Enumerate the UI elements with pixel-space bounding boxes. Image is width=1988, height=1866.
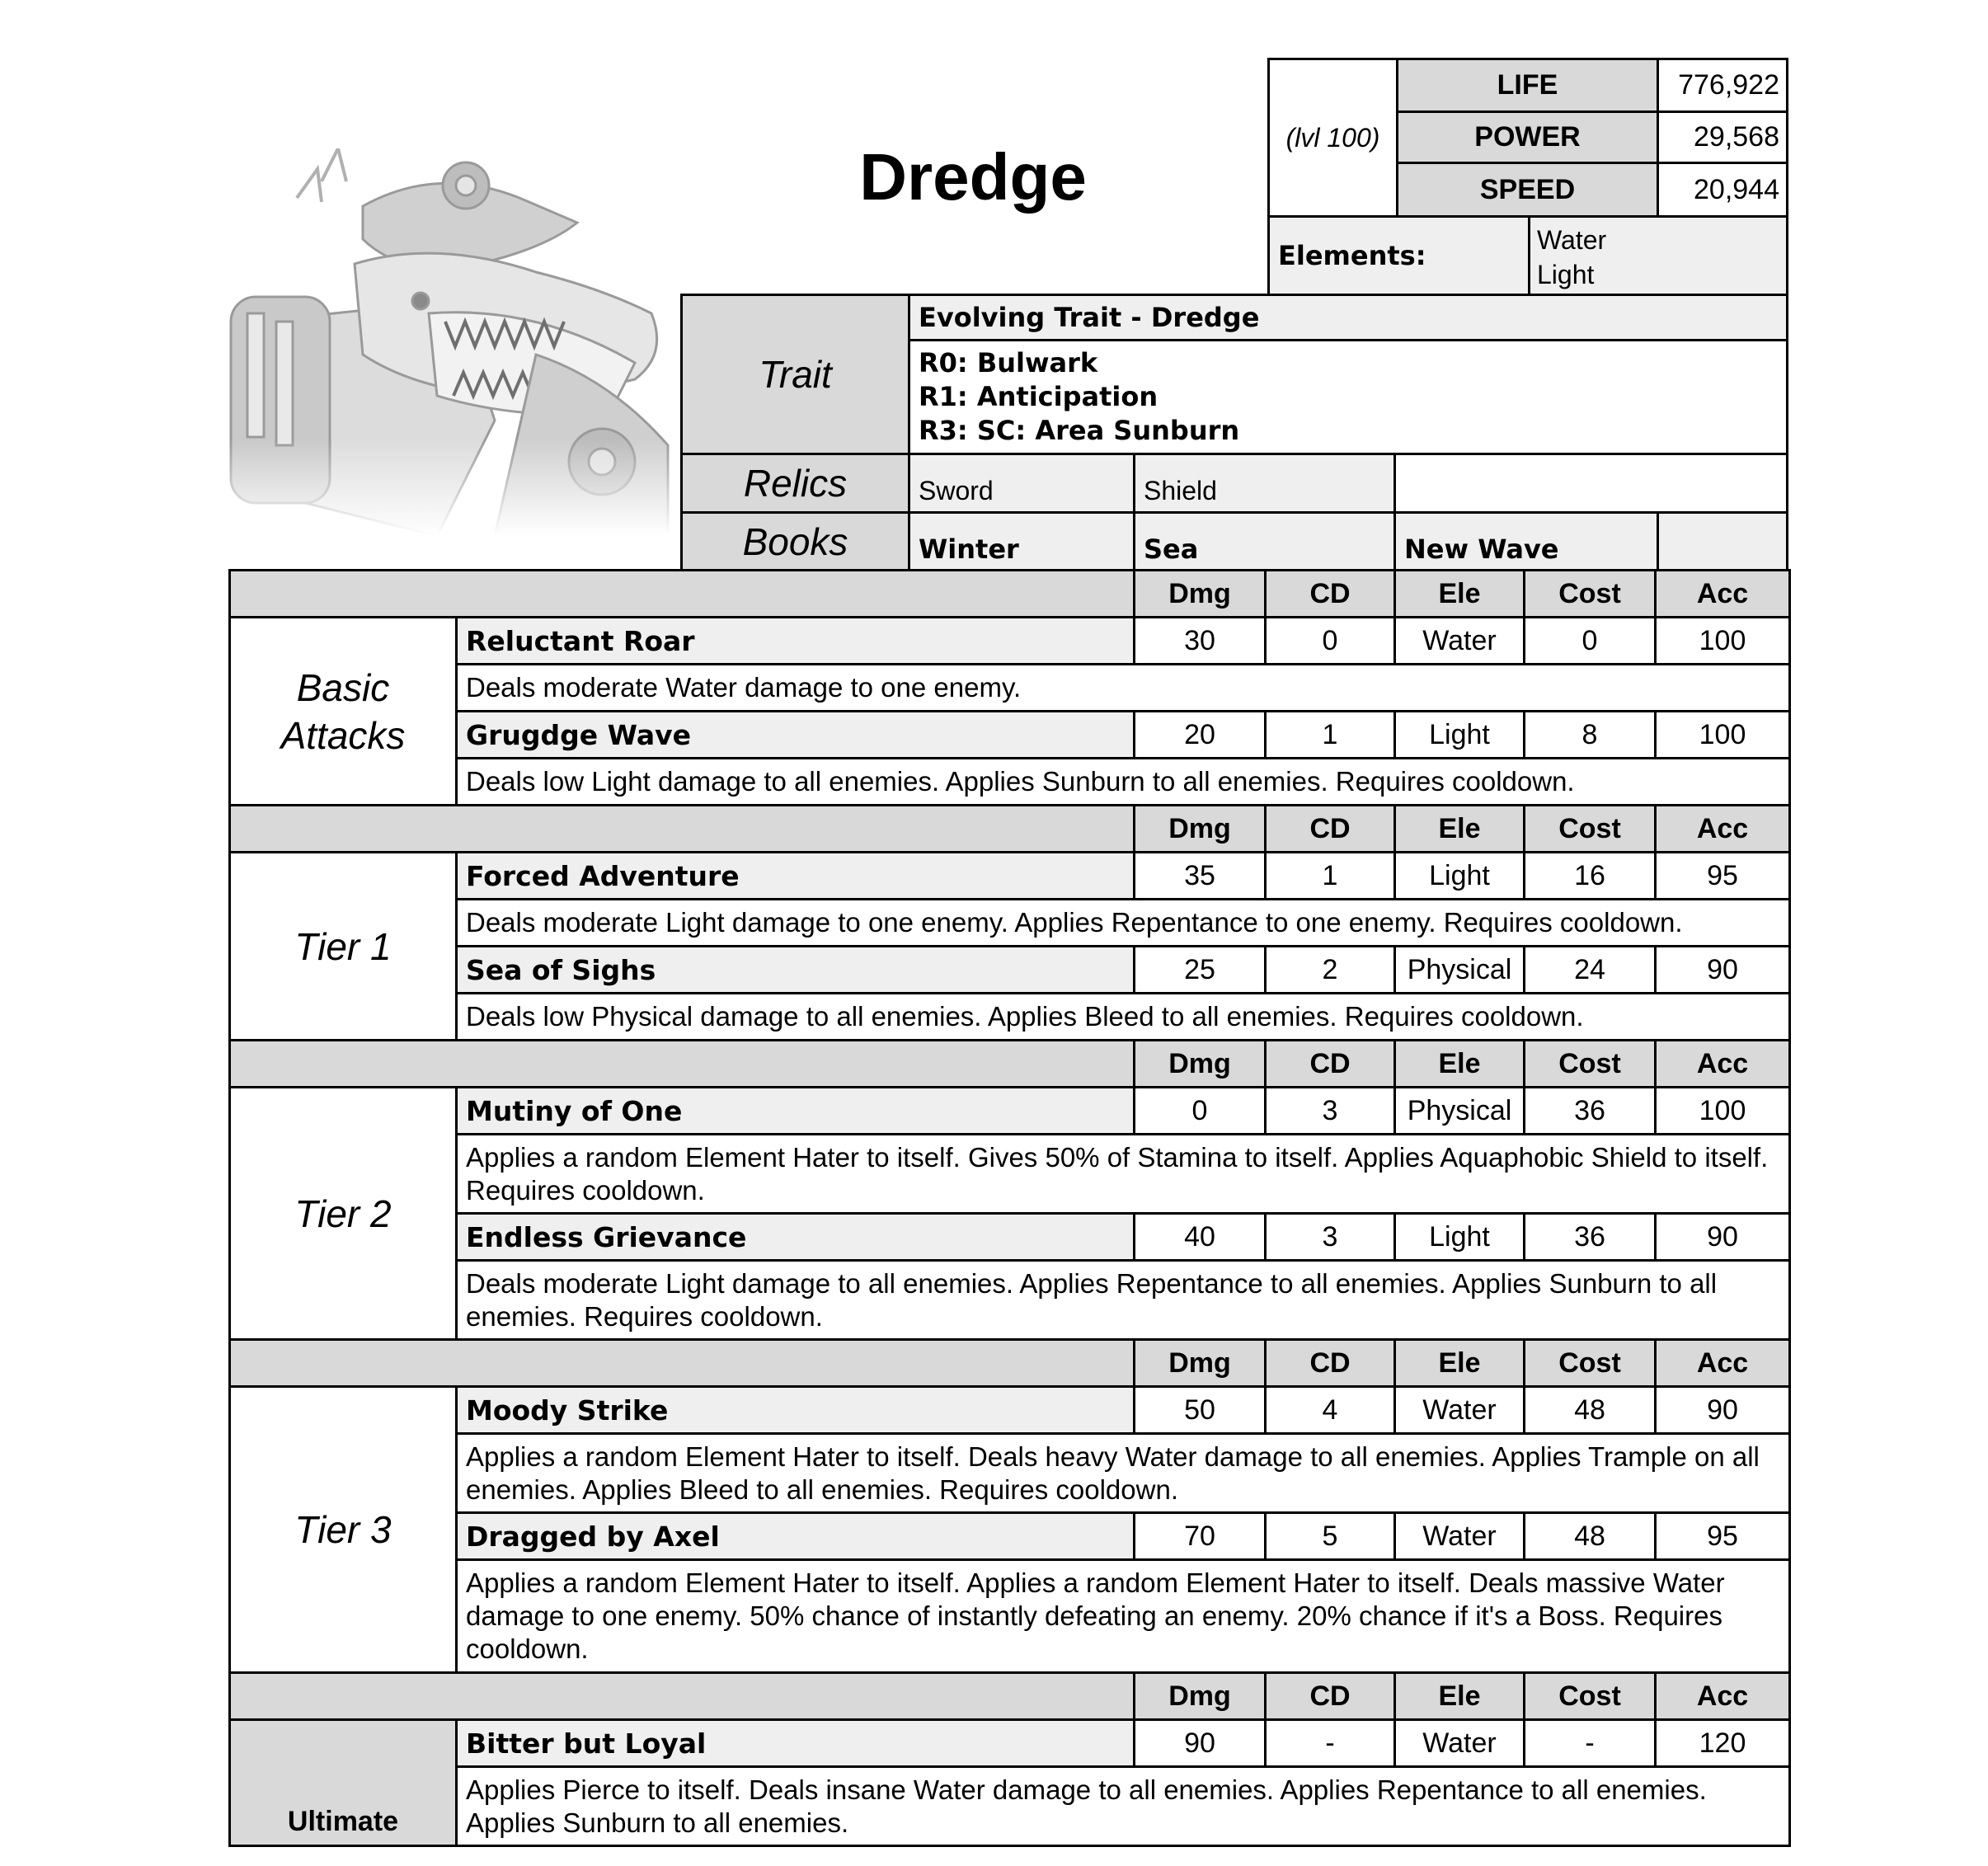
section-label: Tier 1 (228, 851, 458, 1041)
skill-cost: - (1523, 1718, 1657, 1768)
character-portrait (223, 148, 676, 536)
skill-cd: 1 (1264, 710, 1396, 759)
column-header-cd: CD (1264, 569, 1396, 618)
column-header-dmg: Dmg (1133, 1671, 1267, 1721)
trait-rank-r3: R3: SC: Area Sunburn (919, 415, 1240, 446)
book-2: Sea (1133, 511, 1396, 571)
relic-3 (1393, 453, 1788, 514)
elements-label: Elements: (1267, 215, 1530, 296)
skill-description: Deals moderate Light damage to one enemy. Applies Repentance to one enemy. Requires cooldown. (455, 898, 1791, 947)
skill-cost: 8 (1523, 710, 1657, 759)
skill-description: Deals moderate Water damage to one enemy. (455, 663, 1791, 712)
column-header-cost: Cost (1523, 569, 1657, 618)
stat-life-value: 776,922 (1657, 58, 1788, 113)
skill-dmg: 70 (1133, 1511, 1267, 1561)
skill-description: Deals low Light damage to all enemies. Applies Sunburn to all enemies. Requires cooldown. (455, 757, 1791, 806)
skill-ele: Water (1393, 1511, 1525, 1561)
skill-dmg: 25 (1133, 945, 1267, 994)
trait-title: Evolving Trait - Dredge (908, 294, 1788, 341)
column-header-ele: Ele (1393, 804, 1525, 853)
column-header-acc: Acc (1654, 1039, 1791, 1088)
column-header-ele: Ele (1393, 1338, 1525, 1388)
skill-name: Moody Strike (455, 1385, 1135, 1435)
skill-cd: 5 (1264, 1511, 1396, 1561)
element-water: Water (1537, 225, 1607, 255)
book-4 (1657, 511, 1788, 571)
character-name: Dredge (859, 140, 1087, 214)
skill-cost: 16 (1523, 851, 1657, 900)
skill-cd: 2 (1264, 945, 1396, 994)
skill-acc: 90 (1654, 945, 1791, 994)
book-1: Winter (908, 511, 1135, 571)
column-header-cd: CD (1264, 1039, 1396, 1088)
skill-dmg: 50 (1133, 1385, 1267, 1435)
skill-acc: 90 (1654, 1212, 1791, 1262)
column-header-cd: CD (1264, 1338, 1396, 1388)
column-header-dmg: Dmg (1133, 569, 1267, 618)
skill-acc: 100 (1654, 1086, 1791, 1135)
skill-cd: 1 (1264, 851, 1396, 900)
column-header-cd: CD (1264, 804, 1396, 853)
section-label: Ultimate (228, 1718, 458, 1847)
skill-acc: 95 (1654, 1511, 1791, 1561)
column-header-acc: Acc (1654, 1671, 1791, 1721)
skill-name: Mutiny of One (455, 1086, 1135, 1135)
skill-ele: Light (1393, 851, 1525, 900)
skill-ele: Light (1393, 1212, 1525, 1262)
section-header-bar (228, 569, 1135, 618)
skill-cost: 24 (1523, 945, 1657, 994)
skill-ele: Water (1393, 1385, 1525, 1435)
level-label: (lvl 100) (1267, 58, 1398, 218)
skill-cost: 48 (1523, 1385, 1657, 1435)
books-label: Books (680, 511, 910, 571)
skill-description: Applies a random Element Hater to itself. Gives 50% of Stamina to itself. Applies Aquaphobic Shield to itself. Requires cooldown. (455, 1133, 1791, 1215)
skill-description: Deals moderate Light damage to all enemies. Applies Repentance to all enemies. Applies Sunburn to all enemies. Requires cooldown. (455, 1259, 1791, 1341)
skill-dmg: 20 (1133, 710, 1267, 759)
skill-cost: 36 (1523, 1212, 1657, 1262)
column-header-ele: Ele (1393, 1671, 1525, 1721)
skill-dmg: 90 (1133, 1718, 1267, 1768)
skill-acc: 100 (1654, 616, 1791, 665)
skill-name: Dragged by Axel (455, 1511, 1135, 1561)
relic-2: Shield (1133, 453, 1396, 514)
skill-dmg: 40 (1133, 1212, 1267, 1262)
skill-description: Deals low Physical damage to all enemies. Applies Bleed to all enemies. Requires cooldown. (455, 992, 1791, 1041)
skill-cd: - (1264, 1718, 1396, 1768)
skill-description: Applies a random Element Hater to itself. Deals heavy Water damage to all enemies. Applies Trample on all enemies. Applies Bleed to all enemies. Requires cooldown. (455, 1432, 1791, 1514)
stat-speed-label: SPEED (1396, 162, 1659, 218)
section-label: Tier 2 (228, 1086, 458, 1341)
skill-ele: Physical (1393, 1086, 1525, 1135)
stat-life-label: LIFE (1396, 58, 1659, 113)
skill-cost: 36 (1523, 1086, 1657, 1135)
skill-ele: Water (1393, 616, 1525, 665)
skill-cd: 3 (1264, 1086, 1396, 1135)
column-header-cost: Cost (1523, 1671, 1657, 1721)
skill-dmg: 0 (1133, 1086, 1267, 1135)
column-header-acc: Acc (1654, 1338, 1791, 1388)
stat-power-value: 29,568 (1657, 110, 1788, 164)
column-header-ele: Ele (1393, 569, 1525, 618)
stat-power-label: POWER (1396, 110, 1659, 164)
relics-label: Relics (680, 453, 910, 514)
skill-name: Bitter but Loyal (455, 1718, 1135, 1768)
trait-ranks (908, 339, 1788, 455)
skill-name: Endless Grievance (455, 1212, 1135, 1262)
skill-name: Grugdge Wave (455, 710, 1135, 759)
column-header-dmg: Dmg (1133, 1039, 1267, 1088)
skill-description: Applies Pierce to itself. Deals insane Water damage to all enemies. Applies Repentance to all enemies. Applies Sunburn to all enemies. (455, 1765, 1791, 1847)
column-header-dmg: Dmg (1133, 1338, 1267, 1388)
skill-name: Reluctant Roar (455, 616, 1135, 665)
section-header-bar (228, 804, 1135, 853)
relic-1: Sword (908, 453, 1135, 514)
section-header-bar (228, 1671, 1135, 1721)
column-header-cost: Cost (1523, 1338, 1657, 1388)
section-header-bar (228, 1039, 1135, 1088)
skill-cd: 0 (1264, 616, 1396, 665)
elements-values (1528, 215, 1788, 296)
skill-acc: 95 (1654, 851, 1791, 900)
skill-description: Applies a random Element Hater to itself. Applies a random Element Hater to itself. Deals massive Water damage to one enemy. 50% chance of instantly defeating an enemy. 20% chance if it's a Boss. Requires cooldown. (455, 1558, 1791, 1674)
skill-ele: Water (1393, 1718, 1525, 1768)
trait-rank-r0: R0: Bulwark (919, 347, 1098, 378)
column-header-acc: Acc (1654, 569, 1791, 618)
skill-ele: Light (1393, 710, 1525, 759)
skill-name: Sea of Sighs (455, 945, 1135, 994)
skill-cost: 0 (1523, 616, 1657, 665)
section-header-bar (228, 1338, 1135, 1388)
column-header-cd: CD (1264, 1671, 1396, 1721)
section-label: Tier 3 (228, 1385, 458, 1674)
skill-cd: 4 (1264, 1385, 1396, 1435)
trait-label: Trait (680, 294, 910, 455)
skill-acc: 120 (1654, 1718, 1791, 1768)
book-3: New Wave (1393, 511, 1659, 571)
skill-dmg: 30 (1133, 616, 1267, 665)
column-header-cost: Cost (1523, 804, 1657, 853)
trait-rank-r1: R1: Anticipation (919, 381, 1158, 412)
skill-acc: 100 (1654, 710, 1791, 759)
element-light: Light (1537, 260, 1595, 289)
skill-acc: 90 (1654, 1385, 1791, 1435)
section-label: Basic Attacks (228, 616, 458, 806)
column-header-ele: Ele (1393, 1039, 1525, 1088)
skill-ele: Physical (1393, 945, 1525, 994)
column-header-dmg: Dmg (1133, 804, 1267, 853)
skill-cost: 48 (1523, 1511, 1657, 1561)
skill-name: Forced Adventure (455, 851, 1135, 900)
column-header-cost: Cost (1523, 1039, 1657, 1088)
column-header-acc: Acc (1654, 804, 1791, 853)
skill-dmg: 35 (1133, 851, 1267, 900)
stat-speed-value: 20,944 (1657, 162, 1788, 218)
skill-cd: 3 (1264, 1212, 1396, 1262)
